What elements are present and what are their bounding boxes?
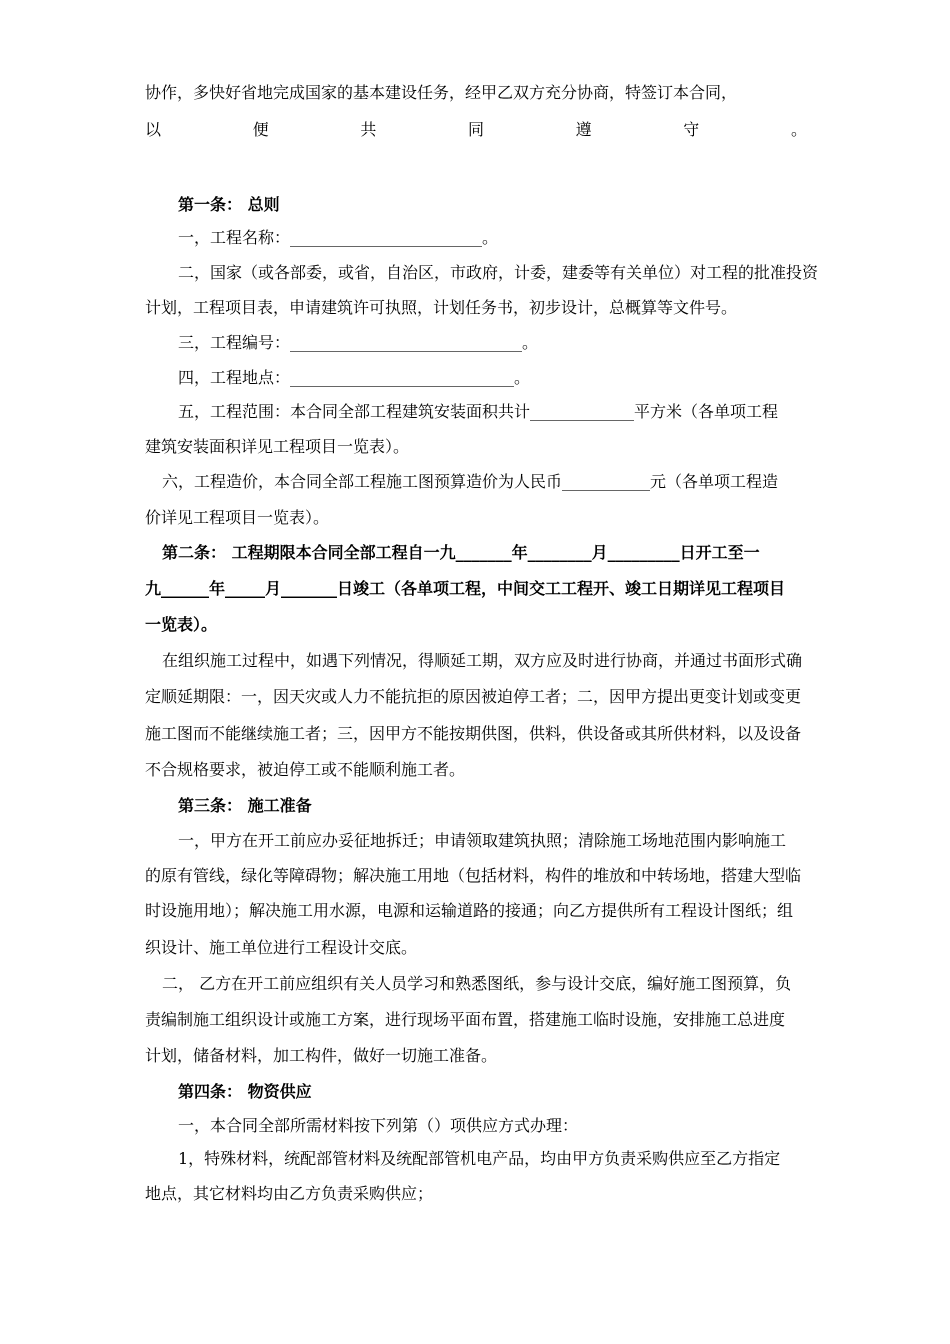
intro-line-1: 协作，多快好省地完成国家的基本建设任务，经甲乙双方充分协商，特签订本合同， xyxy=(145,83,738,102)
article-3-item: 的原有管线，绿化等障碍物；解决施工用地（包括材料，构件的堆放和中转场地，搭建大型临 xyxy=(145,866,802,885)
article-1-item: 四，工程地点：____________________________。 xyxy=(178,368,531,387)
article-3-heading: 第三条： 施工准备 xyxy=(178,796,312,815)
article-3-item: 责编制施工组织设计或施工方案，进行现场平面布置，搭建施工临时设施，安排施工总进度 xyxy=(145,1010,786,1029)
article-4-item: 1，特殊材料，统配部管材料及统配部管机电产品，均由甲方负责采购供应至乙方指定 xyxy=(178,1149,781,1168)
article-4-item: 地点，其它材料均由乙方负责采购供应； xyxy=(145,1184,434,1203)
article-2-body: 不合规格要求，被迫停工或不能顺利施工者。 xyxy=(145,760,466,779)
article-4-item: 一，本合同全部所需材料按下列第（）项供应方式办理： xyxy=(178,1116,579,1135)
article-3-item: 织设计、施工单位进行工程设计交底。 xyxy=(145,938,418,957)
article-2-line: 一览表）。 xyxy=(145,615,218,634)
article-4-heading: 第四条： 物资供应 xyxy=(178,1082,312,1101)
article-2-line: 第二条： 工程期限本合同全部工程自一九_______年________月_________日开工至一 xyxy=(162,543,760,562)
article-3-item: 计划，储备材料，加工构件，做好一切施工准备。 xyxy=(145,1046,498,1065)
article-2-line: 九______年_____月_______日竣工（各单项工程，中间交工工程开、竣工日期详见工程项目 xyxy=(145,579,786,598)
article-3-item: 时设施用地）；解决施工用水源，电源和运输道路的接通；向乙方提供所有工程设计图纸；组 xyxy=(145,901,794,920)
intro-char: 同 xyxy=(467,120,484,139)
article-1-item: 一，工程名称：________________________。 xyxy=(178,228,499,247)
intro-char: 便 xyxy=(252,120,269,139)
intro-char: 以 xyxy=(145,120,162,139)
article-2-body: 在组织施工过程中，如遇下列情况，得顺延工期，双方应及时进行协商，并通过书面形式确 xyxy=(162,651,803,670)
intro-char: 。 xyxy=(790,120,807,139)
article-2-body: 定顺延期限：一，因天灾或人力不能抗拒的原因被迫停工者；二，因甲方提出更变计划或变更 xyxy=(145,687,802,706)
intro-char: 遵 xyxy=(575,120,592,139)
article-2-body: 施工图而不能继续施工者；三，因甲方不能按期供图，供料，供设备或其所供材料，以及设备 xyxy=(145,724,802,743)
intro-char: 共 xyxy=(360,120,377,139)
article-1-item: 五，工程范围：本合同全部工程建筑安装面积共计_____________平方米（各单项工程 xyxy=(178,402,779,421)
article-3-item: 二， 乙方在开工前应组织有关人员学习和熟悉图纸，参与设计交底，编好施工图预算，负 xyxy=(162,974,792,993)
intro-line-2 xyxy=(145,119,807,141)
article-1-item: 建筑安装面积详见工程项目一览表）。 xyxy=(145,437,410,456)
intro-char: 守 xyxy=(683,120,700,139)
article-1-heading: 第一条： 总则 xyxy=(178,195,280,214)
article-1-item: 三，工程编号：_____________________________。 xyxy=(178,333,539,352)
article-1-item: 价详见工程项目一览表）。 xyxy=(145,508,330,527)
article-1-item: 计划，工程项目表，申请建筑许可执照，计划任务书，初步设计，总概算等文件号。 xyxy=(145,298,738,317)
article-1-item: 六，工程造价，本合同全部工程施工图预算造价为人民币___________元（各单项工程造 xyxy=(162,472,779,491)
article-3-item: 一，甲方在开工前应办妥征地拆迁；申请领取建筑执照；清除施工场地范围内影响施工 xyxy=(178,831,787,850)
article-1-item: 二，国家（或各部委，或省，自治区，市政府，计委，建委等有关单位）对工程的批准投资 xyxy=(178,263,819,282)
